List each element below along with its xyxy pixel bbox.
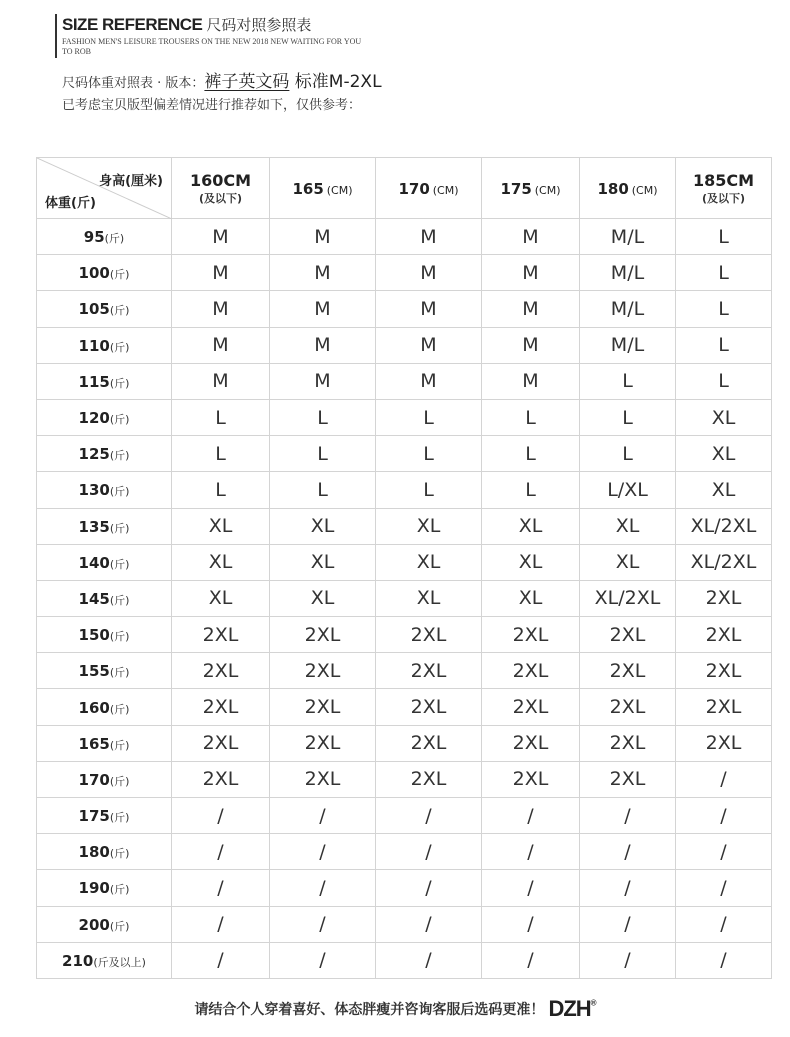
- weight-unit: (斤): [109, 811, 130, 825]
- weight-value: 95: [83, 228, 105, 247]
- size-cell: L: [270, 472, 376, 508]
- weight-unit: (斤): [109, 557, 130, 571]
- size-cell: 2XL: [482, 689, 580, 725]
- table-row: [37, 617, 772, 653]
- weight-unit: (斤): [109, 485, 130, 499]
- size-cell: M: [270, 219, 376, 255]
- weight-value: 115: [78, 372, 110, 391]
- size-cell: 2XL: [270, 617, 376, 653]
- size-cell: L: [172, 436, 270, 472]
- table-row: [37, 255, 772, 291]
- size-cell: M/L: [580, 219, 676, 255]
- size-cell: /: [676, 761, 772, 797]
- size-cell: XL/2XL: [580, 580, 676, 616]
- weight-cell: [37, 942, 172, 978]
- size-cell: M: [172, 327, 270, 363]
- size-cell: /: [172, 906, 270, 942]
- recommendation-note: 已考虑宝贝版型偏差情况进行推荐如下，仅供参考：: [62, 98, 362, 113]
- weight-axis-label: 体重(斤): [45, 196, 96, 211]
- weight-value: 140: [78, 553, 110, 572]
- table-row: [37, 327, 772, 363]
- size-cell: 2XL: [376, 689, 482, 725]
- size-cell: /: [482, 834, 580, 870]
- size-cell: 2XL: [676, 653, 772, 689]
- table-row: [37, 508, 772, 544]
- size-cell: XL: [172, 544, 270, 580]
- size-cell: /: [580, 834, 676, 870]
- size-cell: /: [676, 798, 772, 834]
- size-cell: 2XL: [676, 580, 772, 616]
- table-row: [37, 399, 772, 435]
- size-cell: XL: [376, 580, 482, 616]
- column-header-unit: (CM): [432, 183, 459, 197]
- size-cell: L: [580, 363, 676, 399]
- size-cell: 2XL: [270, 761, 376, 797]
- weight-value: 170: [78, 770, 110, 789]
- table-row: [37, 761, 772, 797]
- table-row: [37, 580, 772, 616]
- size-cell: 2XL: [580, 761, 676, 797]
- size-cell: /: [580, 942, 676, 978]
- size-cell: /: [172, 870, 270, 906]
- title-chinese: 尺码对照参照表: [206, 16, 312, 34]
- size-cell: 2XL: [172, 653, 270, 689]
- weight-unit: (斤): [109, 919, 130, 933]
- weight-unit: (斤): [109, 630, 130, 644]
- title-english: SIZE REFERENCE: [62, 15, 203, 34]
- column-header-height: 185CM: [692, 170, 755, 190]
- size-cell: M: [172, 363, 270, 399]
- column-header-note: (及以下): [701, 191, 746, 205]
- size-cell: L: [270, 436, 376, 472]
- version-value: 裤子英文码: [204, 72, 290, 92]
- size-cell: XL: [482, 544, 580, 580]
- size-cell: L: [376, 399, 482, 435]
- size-cell: /: [270, 870, 376, 906]
- table-row: [37, 472, 772, 508]
- size-cell: L: [482, 399, 580, 435]
- column-header: [172, 158, 270, 219]
- size-table-body: [37, 219, 772, 979]
- table-row: [37, 725, 772, 761]
- column-header-note: (及以下): [198, 191, 243, 205]
- weight-cell: [37, 544, 172, 580]
- size-cell: M: [376, 219, 482, 255]
- weight-unit: (斤): [109, 340, 130, 354]
- size-cell: XL: [580, 544, 676, 580]
- size-cell: M: [172, 219, 270, 255]
- size-cell: 2XL: [270, 725, 376, 761]
- header-accent-bar: [55, 14, 57, 58]
- weight-value: 105: [78, 300, 110, 319]
- size-cell: M: [172, 291, 270, 327]
- size-cell: M: [482, 255, 580, 291]
- column-header-unit: (CM): [326, 183, 353, 197]
- footer-text: 请结合个人穿着喜好、体态胖瘦并咨询客服后选码更准！: [194, 1002, 545, 1018]
- weight-cell: [37, 472, 172, 508]
- weight-unit: (斤): [109, 268, 130, 282]
- column-header: [376, 158, 482, 219]
- size-cell: /: [376, 942, 482, 978]
- column-header-height: 180: [597, 179, 629, 198]
- weight-cell: [37, 761, 172, 797]
- size-cell: M: [376, 363, 482, 399]
- size-cell: /: [482, 870, 580, 906]
- size-cell: 2XL: [270, 653, 376, 689]
- weight-cell: [37, 653, 172, 689]
- table-row: [37, 436, 772, 472]
- height-axis-label: 身高(厘米): [99, 174, 163, 189]
- size-cell: L: [676, 291, 772, 327]
- table-row: [37, 906, 772, 942]
- table-row: [37, 870, 772, 906]
- weight-cell: [37, 219, 172, 255]
- size-cell: M: [270, 291, 376, 327]
- size-cell: /: [676, 834, 772, 870]
- column-header: [676, 158, 772, 219]
- size-cell: 2XL: [172, 725, 270, 761]
- size-cell: XL: [270, 508, 376, 544]
- weight-cell: [37, 725, 172, 761]
- size-cell: /: [270, 906, 376, 942]
- weight-cell: [37, 870, 172, 906]
- weight-cell: [37, 798, 172, 834]
- weight-unit: (斤): [109, 521, 130, 535]
- size-cell: XL: [270, 580, 376, 616]
- weight-value: 145: [78, 589, 110, 608]
- size-cell: L: [580, 436, 676, 472]
- size-cell: XL: [172, 508, 270, 544]
- size-cell: 2XL: [580, 725, 676, 761]
- size-cell: /: [270, 942, 376, 978]
- size-cell: 2XL: [376, 617, 482, 653]
- table-row: [37, 689, 772, 725]
- size-cell: L: [376, 472, 482, 508]
- weight-cell: [37, 327, 172, 363]
- table-corner-cell: [37, 158, 172, 219]
- size-cell: /: [676, 906, 772, 942]
- table-row: [37, 834, 772, 870]
- size-cell: L: [270, 399, 376, 435]
- weight-cell: [37, 436, 172, 472]
- weight-value: 160: [78, 698, 110, 717]
- weight-unit: (斤): [109, 449, 130, 463]
- table-row: [37, 942, 772, 978]
- weight-unit: (斤): [109, 847, 130, 861]
- size-table: [36, 157, 772, 979]
- column-header: [580, 158, 676, 219]
- size-cell: 2XL: [676, 725, 772, 761]
- weight-cell: [37, 580, 172, 616]
- column-header: [270, 158, 376, 219]
- column-header-height: 160CM: [189, 170, 252, 190]
- weight-cell: [37, 363, 172, 399]
- size-cell: L: [376, 436, 482, 472]
- size-cell: 2XL: [482, 761, 580, 797]
- size-cell: XL: [376, 544, 482, 580]
- brand-logo: [548, 996, 595, 1021]
- size-cell: XL: [676, 472, 772, 508]
- size-cell: XL: [376, 508, 482, 544]
- size-cell: XL: [580, 508, 676, 544]
- page-subtitle: FASHION MEN'S LEISURE TROUSERS ON THE NEW 2018 NEW WAITING FOR YOU TO ROB: [62, 37, 362, 56]
- weight-unit: (斤): [109, 774, 130, 788]
- weight-value: 155: [78, 662, 110, 681]
- size-cell: /: [482, 798, 580, 834]
- weight-unit: (斤): [109, 738, 130, 752]
- size-cell: /: [376, 870, 482, 906]
- weight-cell: [37, 906, 172, 942]
- size-cell: /: [376, 906, 482, 942]
- version-prefix: 尺码体重对照表 · 版本：: [62, 76, 205, 91]
- weight-value: 150: [78, 626, 110, 645]
- size-cell: XL: [676, 399, 772, 435]
- size-cell: /: [482, 906, 580, 942]
- size-cell: M/L: [580, 291, 676, 327]
- column-header-height: 170: [398, 179, 430, 198]
- weight-value: 200: [78, 915, 110, 934]
- size-cell: L: [172, 399, 270, 435]
- weight-value: 100: [78, 264, 110, 283]
- weight-value: 175: [78, 807, 110, 826]
- weight-value: 135: [78, 517, 110, 536]
- weight-value: 120: [78, 409, 110, 428]
- size-cell: /: [676, 942, 772, 978]
- size-cell: 2XL: [376, 653, 482, 689]
- size-cell: L: [676, 327, 772, 363]
- footer: [0, 996, 790, 1022]
- size-cell: 2XL: [482, 725, 580, 761]
- size-cell: 2XL: [676, 617, 772, 653]
- size-cell: M: [270, 255, 376, 291]
- weight-value: 165: [78, 734, 110, 753]
- size-cell: L: [676, 219, 772, 255]
- size-cell: 2XL: [580, 617, 676, 653]
- size-cell: M: [376, 291, 482, 327]
- size-cell: 2XL: [172, 761, 270, 797]
- size-cell: M: [270, 327, 376, 363]
- weight-unit: (斤): [109, 304, 130, 318]
- size-cell: L: [172, 472, 270, 508]
- weight-unit: (斤): [109, 593, 130, 607]
- size-cell: 2XL: [580, 653, 676, 689]
- weight-cell: [37, 617, 172, 653]
- size-cell: L: [676, 255, 772, 291]
- size-cell: /: [376, 798, 482, 834]
- weight-value: 190: [78, 879, 110, 898]
- column-header-height: 165: [292, 179, 324, 198]
- size-cell: 2XL: [580, 689, 676, 725]
- size-cell: 2XL: [676, 689, 772, 725]
- weight-unit: (斤): [109, 376, 130, 390]
- size-cell: M: [482, 291, 580, 327]
- weight-cell: [37, 834, 172, 870]
- size-cell: 2XL: [270, 689, 376, 725]
- size-cell: L/XL: [580, 472, 676, 508]
- size-cell: /: [580, 906, 676, 942]
- table-row: [37, 363, 772, 399]
- size-cell: /: [270, 834, 376, 870]
- size-cell: M/L: [580, 327, 676, 363]
- weight-unit: (斤): [109, 883, 130, 897]
- weight-cell: [37, 689, 172, 725]
- registered-mark: ®: [590, 998, 596, 1008]
- size-cell: M: [482, 219, 580, 255]
- size-cell: XL: [482, 508, 580, 544]
- weight-unit: (斤): [104, 232, 125, 246]
- size-cell: XL: [676, 436, 772, 472]
- weight-value: 125: [78, 445, 110, 464]
- size-cell: M: [270, 363, 376, 399]
- column-header: [482, 158, 580, 219]
- weight-unit: (斤): [109, 702, 130, 716]
- weight-cell: [37, 508, 172, 544]
- size-cell: /: [270, 798, 376, 834]
- weight-unit: (斤): [109, 666, 130, 680]
- version-standard: 标准M-2XL: [289, 72, 382, 92]
- table-header-row: [37, 158, 772, 219]
- weight-value: 110: [78, 336, 110, 355]
- size-cell: 2XL: [482, 617, 580, 653]
- size-cell: /: [580, 798, 676, 834]
- size-cell: 2XL: [376, 761, 482, 797]
- page-title: [62, 14, 311, 35]
- size-cell: /: [580, 870, 676, 906]
- weight-value: 210: [62, 951, 94, 970]
- weight-value: 130: [78, 481, 110, 500]
- column-header-height: 175: [500, 179, 532, 198]
- size-cell: M: [482, 327, 580, 363]
- size-cell: /: [482, 942, 580, 978]
- column-header-unit: (CM): [534, 183, 561, 197]
- size-cell: XL/2XL: [676, 544, 772, 580]
- size-cell: L: [482, 436, 580, 472]
- column-header-unit: (CM): [631, 183, 658, 197]
- version-line: [62, 67, 382, 92]
- size-cell: XL: [270, 544, 376, 580]
- size-cell: XL: [172, 580, 270, 616]
- weight-cell: [37, 291, 172, 327]
- size-cell: L: [676, 363, 772, 399]
- size-cell: 2XL: [172, 617, 270, 653]
- weight-unit: (斤及以上): [93, 955, 146, 969]
- table-row: [37, 291, 772, 327]
- size-cell: M: [376, 255, 482, 291]
- weight-cell: [37, 399, 172, 435]
- size-cell: M: [482, 363, 580, 399]
- size-cell: XL: [482, 580, 580, 616]
- weight-unit: (斤): [109, 413, 130, 427]
- size-cell: L: [482, 472, 580, 508]
- size-cell: 2XL: [376, 725, 482, 761]
- size-cell: /: [172, 798, 270, 834]
- size-cell: XL/2XL: [676, 508, 772, 544]
- size-cell: /: [676, 870, 772, 906]
- size-cell: /: [172, 834, 270, 870]
- size-cell: /: [376, 834, 482, 870]
- size-cell: L: [580, 399, 676, 435]
- size-cell: M/L: [580, 255, 676, 291]
- table-row: [37, 219, 772, 255]
- size-cell: M: [172, 255, 270, 291]
- table-row: [37, 653, 772, 689]
- table-row: [37, 798, 772, 834]
- weight-cell: [37, 255, 172, 291]
- weight-value: 180: [78, 843, 110, 862]
- size-cell: 2XL: [482, 653, 580, 689]
- size-cell: 2XL: [172, 689, 270, 725]
- size-cell: /: [172, 942, 270, 978]
- table-row: [37, 544, 772, 580]
- brand-logo-text: DZH: [548, 996, 591, 1021]
- size-cell: M: [376, 327, 482, 363]
